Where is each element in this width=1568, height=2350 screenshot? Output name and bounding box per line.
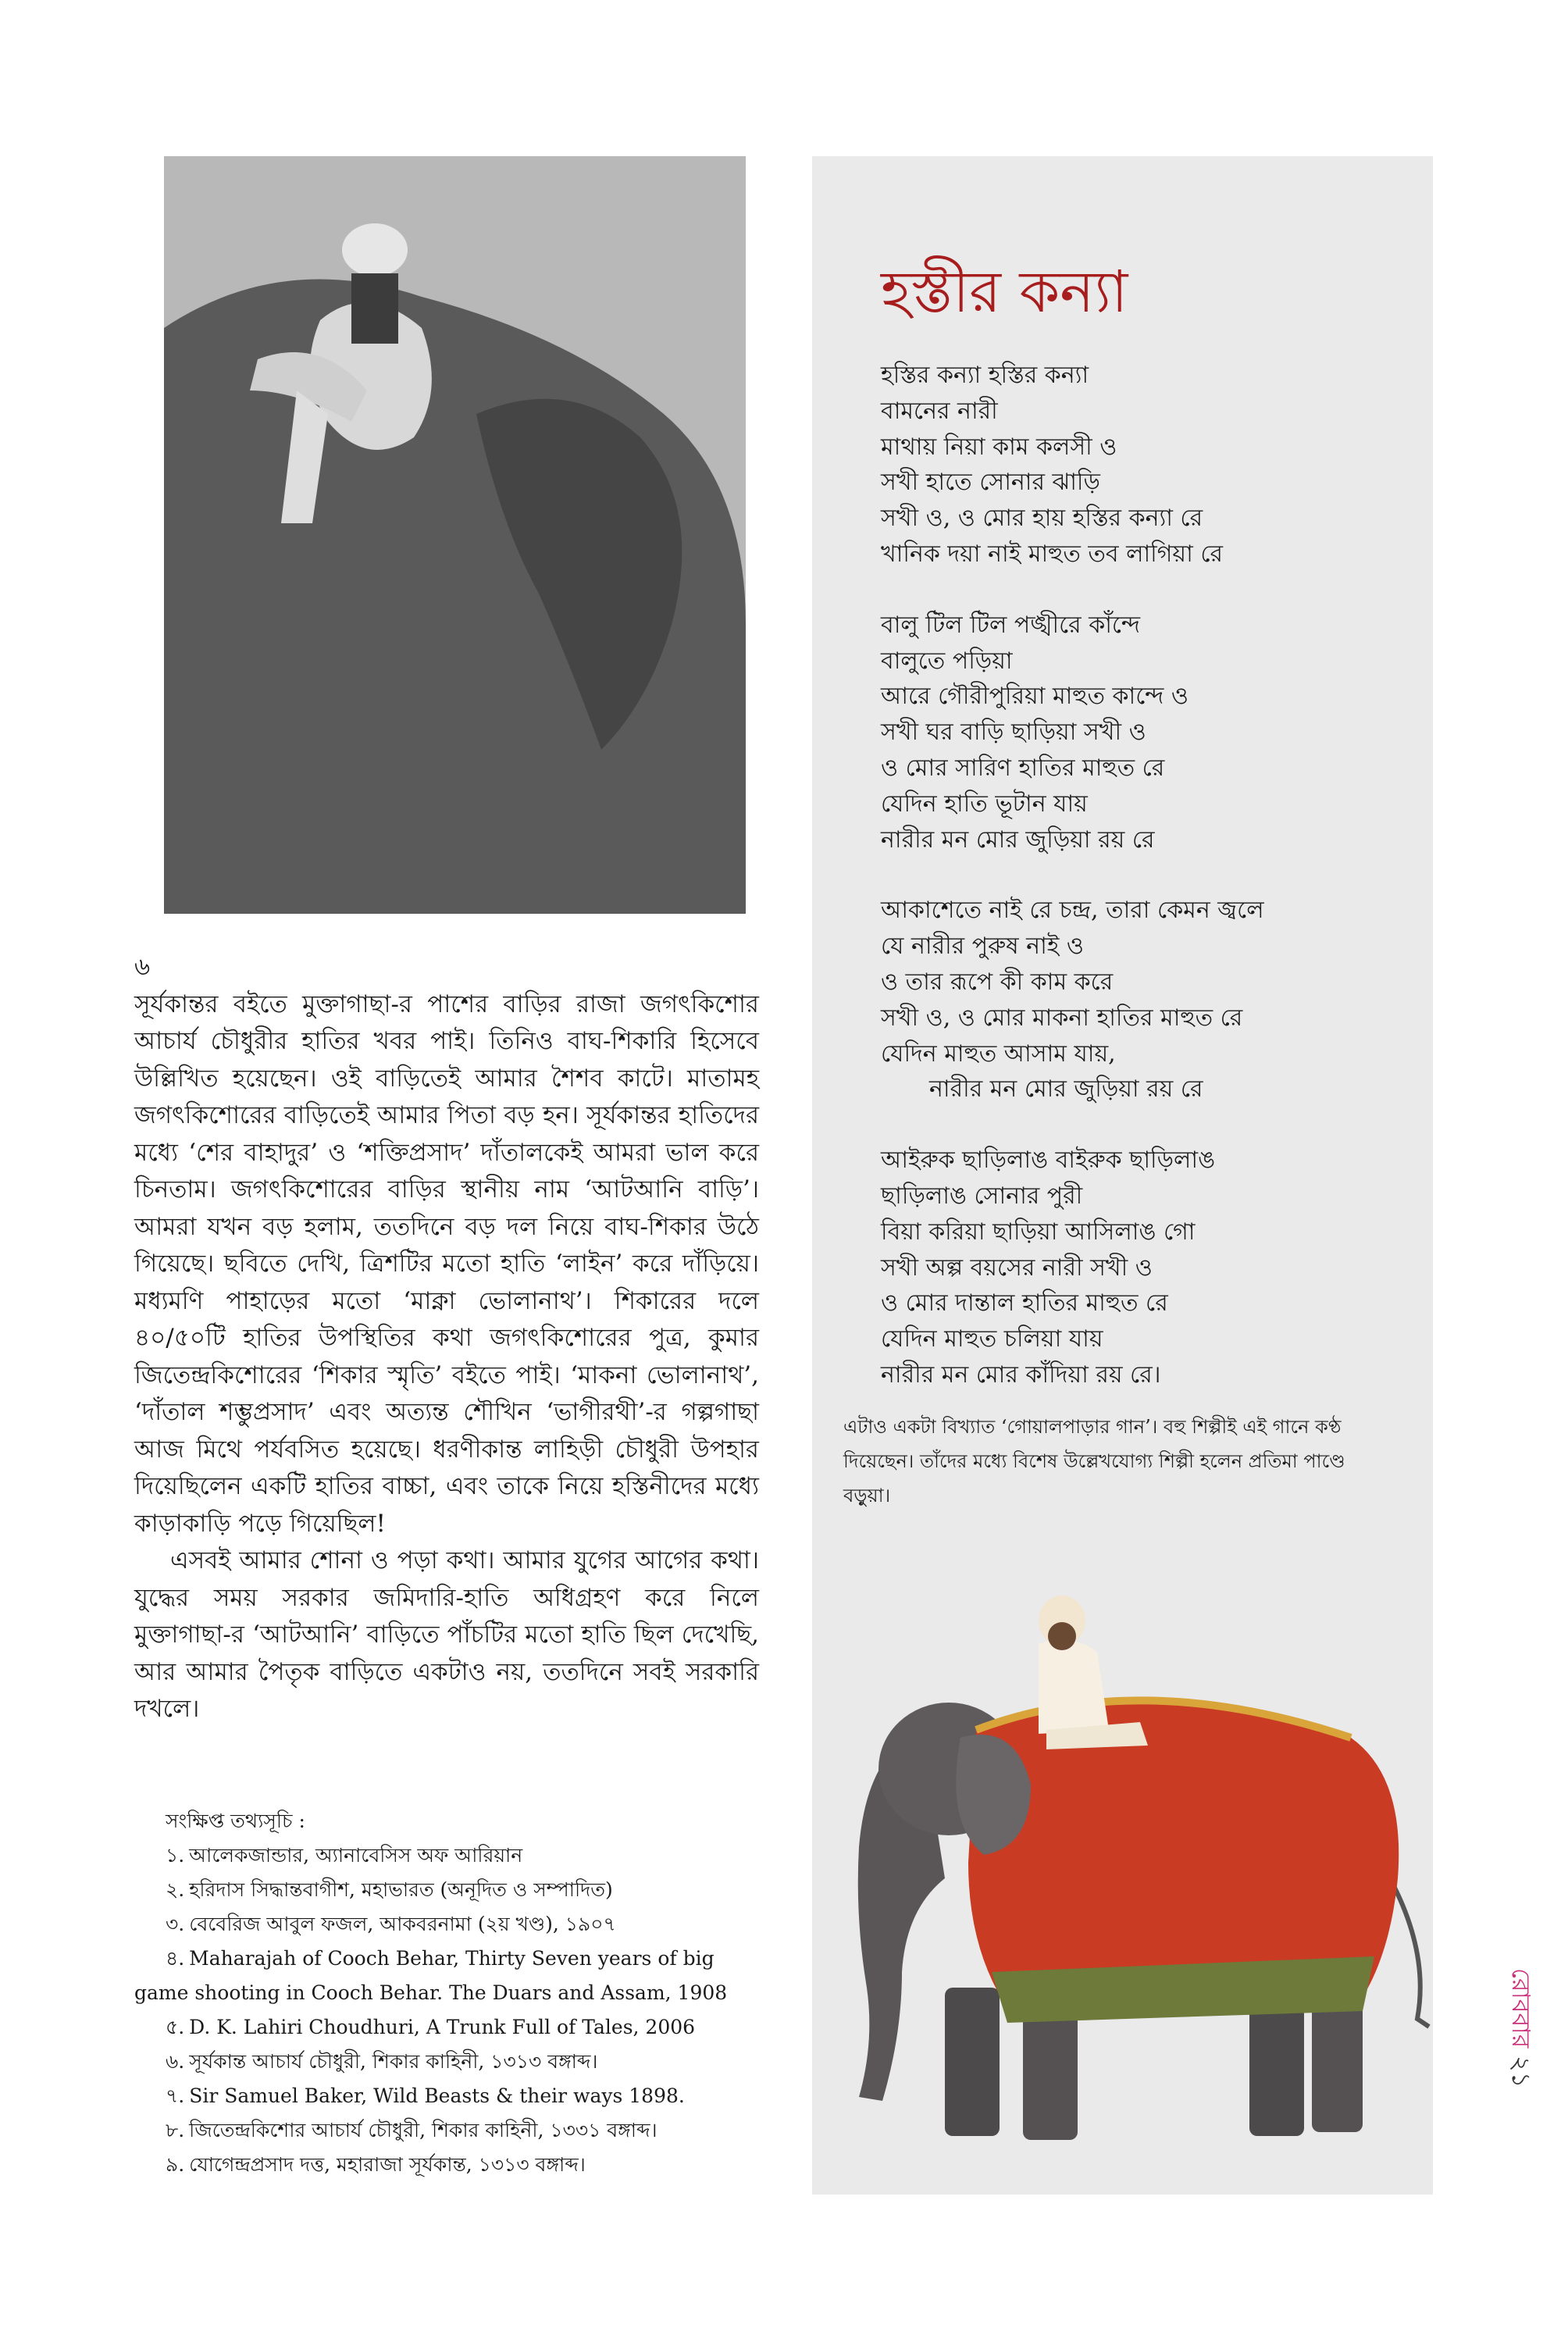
references-heading: সংক্ষিপ্ত তথ্যসূচি :: [166, 1810, 305, 1832]
reference-number: ৪.: [166, 1947, 185, 1970]
poem-line: হস্তির কন্যা হস্তির কন্যা: [881, 362, 1089, 389]
poem-line: আরে গৌরীপুরিয়া মাহুত কান্দে ও: [881, 683, 1188, 711]
poem-stanza: [881, 1143, 1412, 1393]
poem-body: [881, 358, 1412, 1428]
reference-item: [134, 2079, 759, 2113]
reference-number: ৩.: [166, 1913, 185, 1935]
reference-text: আলেকজান্ডার, অ্যানাবেসিস অফ আরিয়ান: [189, 1844, 523, 1867]
poem-line: নারীর মন মোর জুড়িয়া রয় রে: [929, 1075, 1203, 1104]
poem-line: আইরুক ছাড়িলাঙ বাইরুক ছাড়িলাঙ: [881, 1146, 1216, 1175]
poem-note: এটাও একটা বিখ্যাত ‘গোয়ালপাড়ার গান’। বহু শিল্পীই এই গানে কণ্ঠ দিয়েছেন। তাঁদের মধ্যে বিশেষ উল্লেখযোগ্য শিল্পী হলেন প্রতিমা পাণ্ডে বড়ুয়া।: [843, 1416, 1345, 1507]
elephant-photo: [164, 156, 746, 914]
poem-line: যেদিন হাতি ভূটান যায়: [881, 790, 1088, 818]
poem-line: সখী ও, ও মোর মাকনা হাতির মাহুত রে: [881, 1004, 1243, 1032]
reference-item: [134, 1907, 759, 1942]
reference-item: [134, 2148, 759, 2182]
elephant-painting: [812, 1550, 1433, 2195]
page-footer: [1506, 1968, 1537, 2171]
poem-title: হস্তীর কন্যা: [881, 259, 1128, 326]
poem-line: সখী ঘর বাড়ি ছাড়িয়া সখী ও: [881, 719, 1146, 747]
page-number: ২১: [1506, 2056, 1536, 2088]
reference-number: ৭.: [166, 2084, 185, 2107]
reference-number: ৮.: [166, 2119, 185, 2141]
poem-line: ও তার রূপে কী কাম করে: [881, 968, 1114, 996]
poem-line: ও মোর দান্তাল হাতির মাহুত রে: [881, 1289, 1168, 1318]
poem-stanza: [881, 608, 1412, 858]
poem-line: খানিক দয়া নাই মাহুত তব লাগিয়া রে: [881, 540, 1224, 568]
poem-stanza: [881, 893, 1412, 1107]
references: [134, 1804, 759, 2182]
poem-line: যেদিন মাহুত আসাম যায়,: [881, 1039, 1116, 1068]
poem-line: নারীর মন মোর জুড়িয়া রয় রে: [881, 826, 1155, 854]
reference-item: [134, 1838, 759, 1873]
reference-number: ১.: [166, 1844, 185, 1867]
poem-line: বালু টিল টিল পঙ্খীরে কাঁন্দে: [881, 611, 1141, 639]
poem-line: ছাড়িলাঙ সোনার পুরী: [881, 1182, 1083, 1210]
section-number: ৬: [134, 953, 151, 981]
reference-text: জিতেন্দ্রকিশোর আচার্য চৌধুরী, শিকার কাহিনী, ১৩৩১ বঙ্গাব্দ।: [189, 2119, 657, 2141]
poem-line: যে নারীর পুরুষ নাই ও: [881, 933, 1085, 961]
reference-number: ৫.: [166, 2016, 185, 2038]
poem-line: সখী হাতে সোনার ঝাড়ি: [881, 469, 1100, 497]
poem-line: নারীর মন মোর কাঁদিয়া রয় রে।: [881, 1360, 1161, 1389]
reference-number: ৬.: [166, 2050, 185, 2073]
article-body: [134, 949, 759, 1728]
reference-item: [134, 1873, 759, 1907]
reference-text: Maharajah of Cooch Behar, Thirty Seven years of big game shooting in Cooch Behar. The Duars and Assam, 1908: [134, 1947, 728, 2004]
reference-item: [134, 2045, 759, 2079]
poem-line: যেদিন মাহুত চলিয়া যায়: [881, 1325, 1103, 1353]
poem-line: আকাশেতে নাই রে চন্দ্র, তারা কেমন জ্বলে: [881, 897, 1264, 925]
poem-line: মাথায় নিয়া কাম কলসী ও: [881, 433, 1117, 461]
reference-text: D. K. Lahiri Choudhuri, A Trunk Full of Tales, 2006: [189, 2016, 696, 2038]
reference-item: [134, 2113, 759, 2148]
reference-text: Sir Samuel Baker, Wild Beasts & their ways 1898.: [189, 2084, 685, 2107]
reference-text: হরিদাস সিদ্ধান্তবাগীশ, মহাভারত (অনূদিত ও সম্পাদিত): [189, 1878, 613, 1901]
elephant-photo-drawing: [164, 156, 746, 914]
poem-line: ও মোর সারিণ হাতির মাহুত রে: [881, 754, 1165, 782]
paragraph-1: সূর্যকান্তর বইতে মুক্তাগাছা-র পাশের বাড়ির রাজা জগৎকিশোর আচার্য চৌধুরীর হাতির খবর পাই। তিনিও বাঘ-শিকারি হিসেবে উল্লিখিত হয়েছেন। ওই বাড়িতেই আমার শৈশব কাটে। মাতামহ জগৎকিশোরের বাড়িতেই আমার পিতা বড় হন। সূর্যকান্তর হাতিদের মধ্যে ‘শের বাহাদুর’ ও ‘শক্তিপ্রসাদ’ দাঁতালকেই আমরা ভাল করে চিনতাম। জগৎকিশোরের বাড়ির স্থানীয় নাম ‘আটআনি বাড়ি’। আমরা যখন বড় হলাম, ততদিনে বড় দল নিয়ে বাঘ-শিকার উঠে গিয়েছে। ছবিতে দেখি, ত্রিশটির মতো হাতি ‘লাইন’ করে দাঁড়িয়ে। মধ্যমণি পাহাড়ের মতো ‘মাক্না ভোলানাথ’। শিকারের দলে ৪০/৫০টি হাতির উপস্থিতির কথা জগৎকিশোরের পুত্র, কুমার জিতেন্দ্রকিশোরের ‘শিকার স্মৃতি’ বইতে পাই। ‘মাকনা ভোলানাথ’, ‘দাঁতাল শম্ভুপ্রসাদ’ এবং অত্যন্ত শৌখিন ‘ভাগীরথী’-র গল্পগাছা আজ মিথে পর্যবসিত হয়েছে। ধরণীকান্ত লাহিড়ী চৌধুরী উপহার দিয়েছিলেন একটি হাতির বাচ্চা, এবং তাকে নিয়ে হস্তিনীদের মধ্যে কাড়াকাড়ি পড়ে গিয়েছিল!: [134, 990, 759, 1538]
reference-number: ২.: [166, 1878, 185, 1901]
poem-line: বামনের নারী: [881, 397, 998, 425]
reference-item: [134, 1942, 759, 2010]
reference-item: [134, 2010, 759, 2045]
poem-line: সখী অল্প বয়সের নারী সখী ও: [881, 1253, 1153, 1282]
paragraph-2: এসবই আমার শোনা ও পড়া কথা। আমার যুগের আগের কথা। যুদ্ধের সময় সরকার জমিদারি-হাতি অধিগ্রহণ করে নিলে মুক্তাগাছা-র ‘আটআনি’ বাড়িতে পাঁচটির মতো হাতি ছিল দেখেছি, আর আমার পৈতৃক বাড়িতে একটাও নয়, ততদিনে সবই সরকারি দখলে।: [134, 1546, 759, 1723]
elephant-painting-drawing: [812, 1550, 1433, 2195]
references-list: [134, 1838, 759, 2182]
reference-number: ৯.: [166, 2153, 185, 2176]
reference-text: বেবেরিজ আবুল ফজল, আকবরনামা (২য় খণ্ড), ১৯০৭: [189, 1913, 616, 1935]
poem-line: সখী ও, ও মোর হায় হস্তির কন্যা রে: [881, 505, 1203, 533]
poem-line: বালুতে পড়িয়া: [881, 647, 1013, 675]
magazine-name: রোববার: [1506, 1968, 1536, 2049]
poem-stanza: [881, 358, 1412, 572]
reference-text: যোগেন্দ্রপ্রসাদ দত্ত, মহারাজা সূর্যকান্ত, ১৩১৩ বঙ্গাব্দ।: [189, 2153, 586, 2176]
reference-text: সূর্যকান্ত আচার্য চৌধুরী, শিকার কাহিনী, ১৩১৩ বঙ্গাব্দ।: [189, 2050, 598, 2073]
poem-line: বিয়া করিয়া ছাড়িয়া আসিলাঙ গো: [881, 1218, 1196, 1246]
